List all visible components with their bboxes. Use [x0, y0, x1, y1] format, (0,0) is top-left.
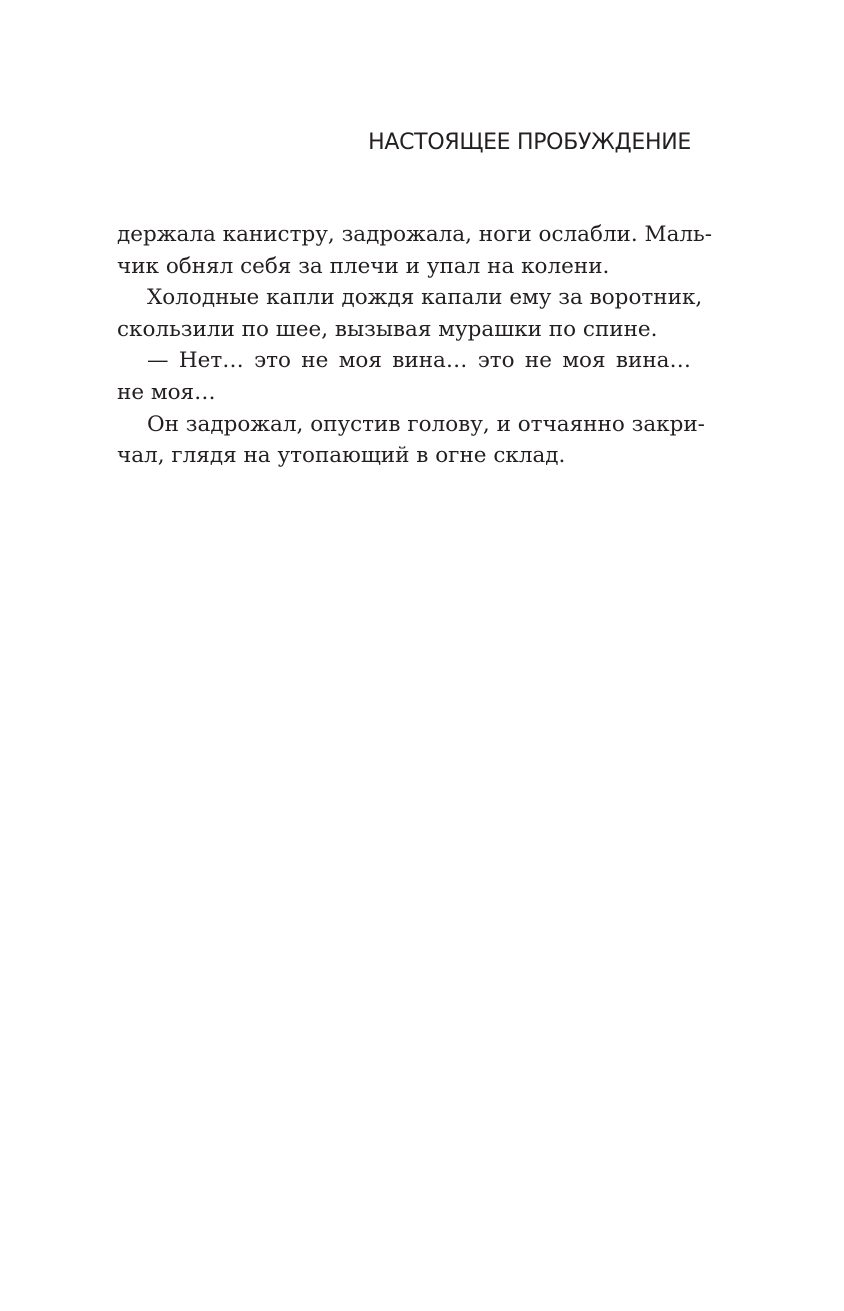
paragraph [117, 345, 691, 408]
text-line: держала канистру, задрожала, ноги ослабли. Маль- [117, 222, 713, 247]
text-line: Он задрожал, опустив голову, и отчаянно закри- [147, 411, 705, 437]
paragraph [117, 409, 705, 472]
text-line: чик обнял себя за плечи и упал на колени. [117, 253, 610, 279]
body-text [117, 219, 713, 472]
text-line: Холодные капли дождя капали ему за воротник, [147, 285, 703, 311]
running-head: НАСТОЯЩЕЕ ПРОБУЖДЕНИЕ [368, 130, 691, 155]
text-line: — Нет… это не моя вина… это не моя вина… [147, 348, 691, 374]
paragraph [117, 282, 703, 345]
text-line: не моя… [117, 379, 216, 405]
text-line: чал, глядя на утопающий в огне склад. [117, 443, 566, 469]
paragraph [117, 219, 713, 282]
text-line: скользили по шее, вызывая мурашки по спине. [117, 316, 658, 342]
